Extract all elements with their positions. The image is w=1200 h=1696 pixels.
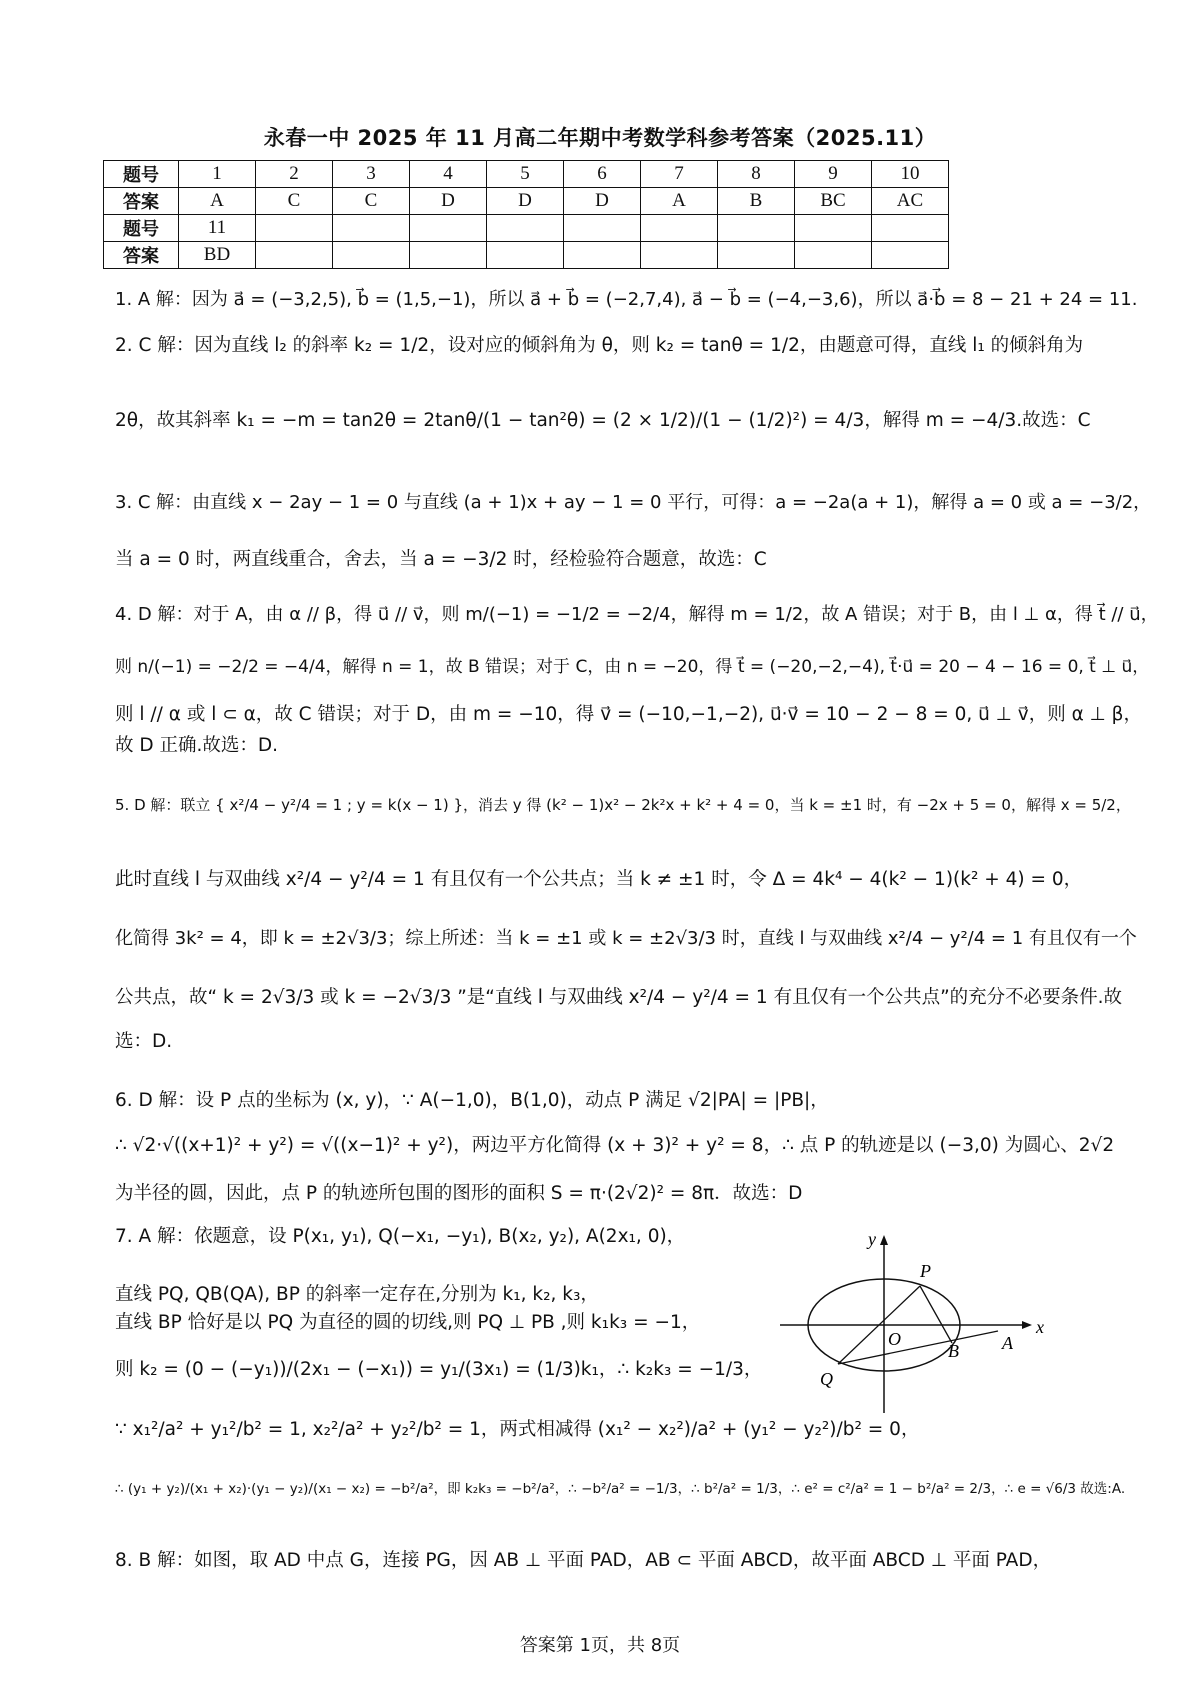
table-cell [333,215,410,242]
table-header-cell: 答案 [104,242,179,269]
table-cell: A [179,188,256,215]
solution-4-line-2: 则 n/(−1) = −2/2 = −4/4，解得 n = 1，故 B 错误；对于 C，由 n = −20，得 t⃗ = (−20,−2,−4), t⃗·u⃗ = 20 − 4 − 16 = 0, t⃗ ⊥ u⃗， [115,657,1150,677]
solution-6-line-1: 6. D 解：设 P 点的坐标为 (x, y)，∵ A(−1,0)，B(1,0)，动点 P 满足 √2|PA| = |PB|， [115,1090,829,1111]
solution-7-line-6: ∴ (y₁ + y₂)/(x₁ + x₂)·(y₁ − y₂)/(x₁ − x₂) = −b²/a²，即 k₂k₃ = −b²/a²，∴ −b²/a² = −1/3，∴ b²/a² = 1/3，∴ e² = c²/a² = 1 − b²/a² = 2/3，∴ e = √6/3 故选:A. [115,1481,1126,1497]
table-cell: D [410,188,487,215]
table-cell [410,215,487,242]
table-cell [641,215,718,242]
table-cell: D [487,188,564,215]
solution-5-line-2: 此时直线 l 与双曲线 x²/4 − y²/4 = 1 有且仅有一个公共点；当 k ≠ ±1 时，令 Δ = 4k⁴ − 4(k² − 1)(k² + 4) = 0， [115,869,1083,890]
solution-7-line-1: 7. A 解：依题意，设 P(x₁, y₁), Q(−x₁, −y₁), B(x₂, y₂), A(2x₁, 0)， [115,1226,686,1247]
table-cell: BC [795,188,872,215]
table-cell: 5 [487,161,564,188]
solution-7-line-4: 则 k₂ = (0 − (−y₁))/(2x₁ − (−x₁)) = y₁/(3x₁) = (1/3)k₁，∴ k₂k₃ = −1/3， [115,1359,763,1380]
solution-6-line-2: ∴ √2·√((x+1)² + y²) = √((x−1)² + y²)，两边平方化简得 (x + 3)² + y² = 8，∴ 点 P 的轨迹是以 (−3,0) 为圆心、2√2 [115,1135,1115,1156]
table-cell [641,242,718,269]
solution-5-line-4: 公共点，故“ k = 2√3/3 或 k = −2√3/3 ”是“直线 l 与双曲线 x²/4 − y²/4 = 1 有且仅有一个公共点”的充分不必要条件.故 [115,987,1123,1008]
solution-4-line-3: 则 l // α 或 l ⊂ α，故 C 错误；对于 D，由 m = −10，得 v⃗ = (−10,−1,−2), u⃗·v⃗ = 10 − 2 − 8 = 0, u⃗ ⊥ v⃗，则 α ⊥ β， [115,704,1142,725]
table-cell: C [256,188,333,215]
table-cell: B [718,188,795,215]
table-cell: AC [872,188,949,215]
label-B: B [948,1341,959,1361]
y-axis-arrow-icon [880,1235,888,1245]
solution-2-line-1: 2. C 解：因为直线 l₂ 的斜率 k₂ = 1/2，设对应的倾斜角为 θ，则 k₂ = tanθ = 1/2，由题意可得，直线 l₁ 的倾斜角为 [115,335,1084,356]
table-cell: 11 [179,215,256,242]
table-cell: 2 [256,161,333,188]
solution-7-line-5: ∵ x₁²/a² + y₁²/b² = 1, x₂²/a² + y₂²/b² = 1，两式相减得 (x₁² − x₂²)/a² + (y₁² − y₂²)/b² = 0， [115,1419,920,1440]
segment-PB [920,1286,952,1343]
table-cell: 9 [795,161,872,188]
solution-2-line-2: 2θ，故其斜率 k₁ = −m = tan2θ = 2tanθ/(1 − tan²θ) = (2 × 1/2)/(1 − (1/2)²) = 4/3，解得 m = −4/3.故选：C [115,410,1091,431]
table-cell [410,242,487,269]
table-cell [256,215,333,242]
label-Q: Q [820,1369,833,1389]
table-cell [564,215,641,242]
table-row [104,215,949,242]
label-y: y [868,1233,876,1249]
label-P: P [920,1261,931,1281]
ellipse-figure [780,1233,1070,1423]
label-O: O [888,1329,901,1349]
solution-6-line-3: 为半径的圆，因此，点 P 的轨迹所包围的图形的面积 S = π·(2√2)² = 8π．故选：D [115,1183,803,1204]
label-A: A [1002,1333,1013,1353]
table-cell [487,215,564,242]
solution-5-line-1: 5. D 解：联立 { x²/4 − y²/4 = 1 ; y = k(x − 1) }，消去 y 得 (k² − 1)x² − 2k²x + k² + 4 = 0，当 k = ±1 时，有 −2x + 5 = 0，解得 x = 5/2， [115,796,1131,814]
label-x: x [1036,1317,1044,1337]
table-cell [718,242,795,269]
table-cell: BD [179,242,256,269]
table-row [104,161,949,188]
table-cell [872,242,949,269]
table-header-cell: 题号 [104,215,179,242]
table-header-cell: 答案 [104,188,179,215]
table-cell: 1 [179,161,256,188]
table-cell: 3 [333,161,410,188]
page-title: 永春一中 2025 年 11 月高二年期中考数学科参考答案（2025.11） [263,126,937,150]
solution-4-line-4: 故 D 正确.故选：D. [115,735,279,756]
table-cell: 8 [718,161,795,188]
solution-1: 1. A 解：因为 a⃗ = (−3,2,5), b⃗ = (1,5,−1)，所以 a⃗ + b⃗ = (−2,7,4), a⃗ − b⃗ = (−4,−3,6)，所以 a⃗·b⃗ = 8 − 21 + 24 = 11. [115,289,1138,310]
solution-5-line-3: 化简得 3k² = 4，即 k = ±2√3/3；综上所述：当 k = ±1 或 k = ±2√3/3 时，直线 l 与双曲线 x²/4 − y²/4 = 1 有且仅有一个 [115,928,1137,949]
table-cell: 10 [872,161,949,188]
solution-7-line-2: 直线 PQ, QB(QA), BP 的斜率一定存在,分别为 k₁, k₂, k₃， [115,1284,599,1305]
answer-table [103,160,949,269]
table-cell [795,242,872,269]
table-cell: 6 [564,161,641,188]
table-cell: A [641,188,718,215]
page-footer: 答案第 1页，共 8页 [519,1635,681,1656]
solution-3-line-1: 3. C 解：由直线 x − 2ay − 1 = 0 与直线 (a + 1)x + ay − 1 = 0 平行，可得：a = −2a(a + 1)，解得 a = 0 或 a = −3/2， [115,492,1152,513]
table-cell [564,242,641,269]
segment-QA [838,1331,998,1364]
table-cell: D [564,188,641,215]
table-cell [795,215,872,242]
table-cell [487,242,564,269]
solution-5-line-5: 选：D. [115,1031,173,1052]
table-cell [256,242,333,269]
table-cell: 4 [410,161,487,188]
solution-3-line-2: 当 a = 0 时，两直线重合，舍去，当 a = −3/2 时，经检验符合题意，故选：C [115,549,767,570]
table-cell: 7 [641,161,718,188]
table-row [104,242,949,269]
table-cell: C [333,188,410,215]
table-header-cell: 题号 [104,161,179,188]
table-row [104,188,949,215]
solution-7-line-3: 直线 BP 恰好是以 PQ 为直径的圆的切线,则 PQ ⊥ PB ,则 k₁k₃ = −1， [115,1312,701,1333]
table-cell [718,215,795,242]
solution-4-line-1: 4. D 解：对于 A，由 α // β，得 u⃗ // v⃗，则 m/(−1) = −1/2 = −2/4，解得 m = 1/2，故 A 错误；对于 B，由 l ⊥ α，得 t⃗ // u⃗， [115,604,1159,625]
table-cell [333,242,410,269]
x-axis-arrow-icon [1022,1321,1032,1329]
solution-8-line-1: 8. B 解：如图，取 AD 中点 G，连接 PG，因 AB ⊥ 平面 PAD，AB ⊂ 平面 ABCD，故平面 ABCD ⊥ 平面 PAD， [115,1550,1052,1571]
table-cell [872,215,949,242]
